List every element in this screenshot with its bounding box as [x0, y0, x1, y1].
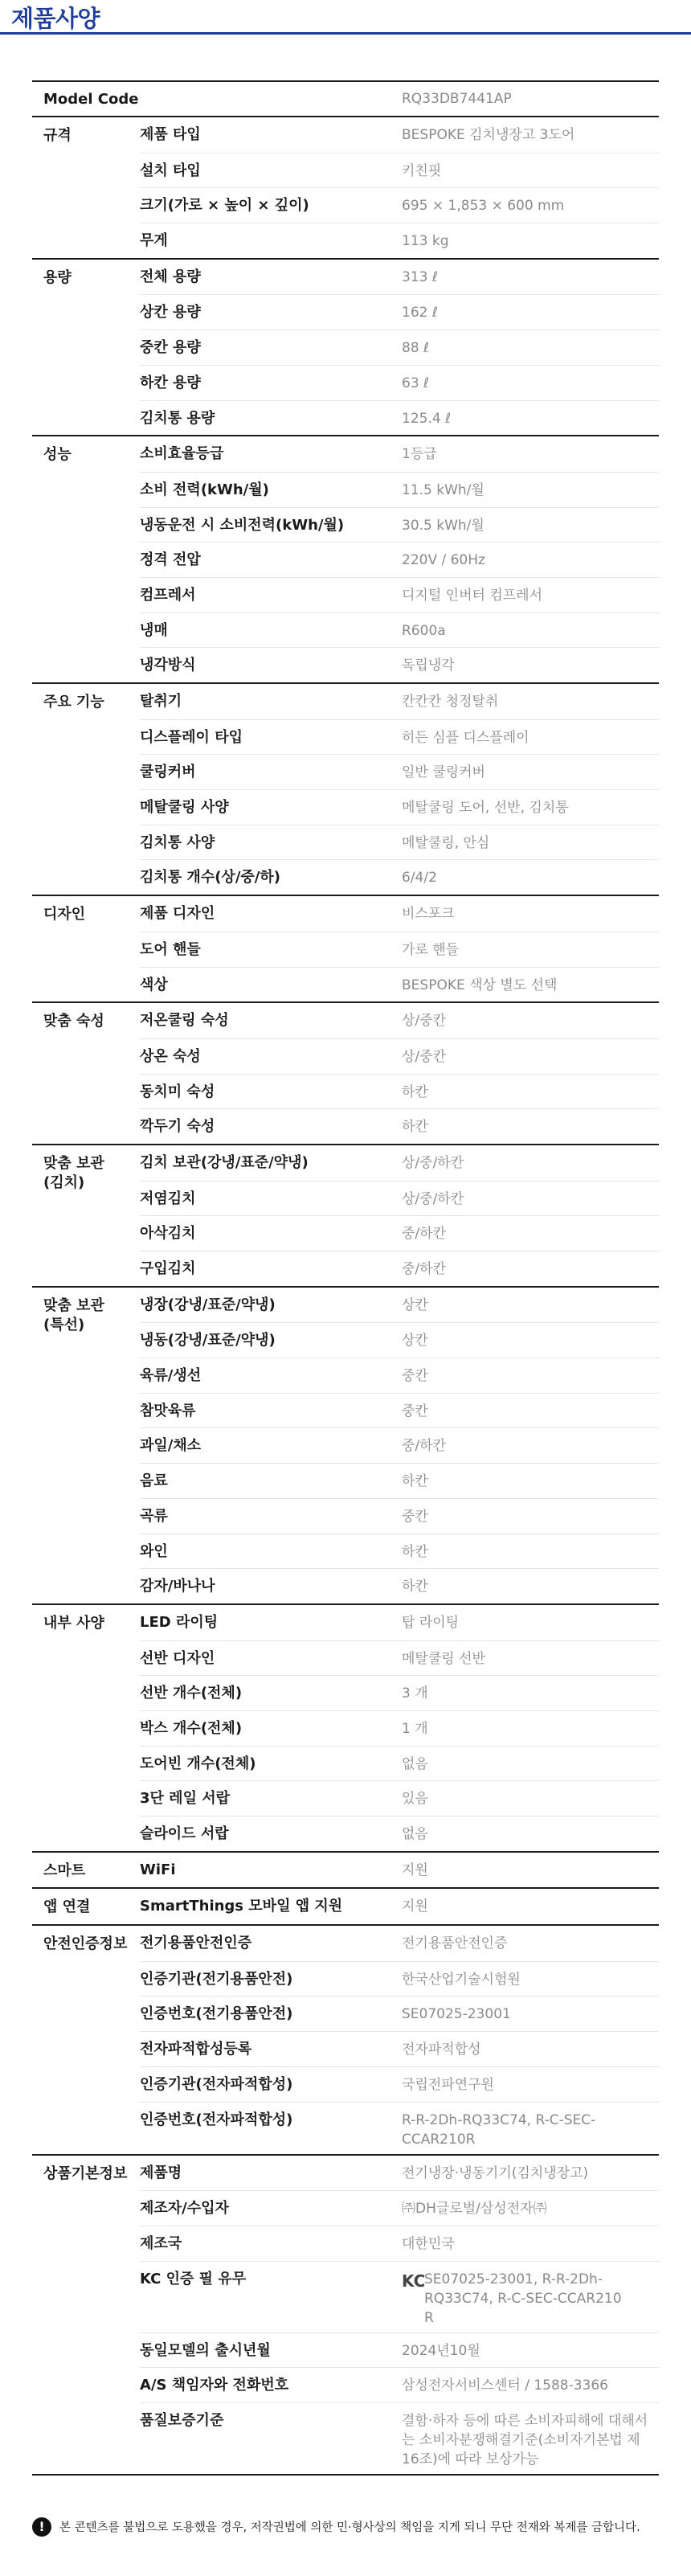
spec-value: 전기냉장·냉동기기(김치냉장고) [402, 2164, 589, 2181]
spec-row [140, 1926, 659, 1961]
kc-cert-numbers: SE07025-23001, R-R-2Dh-RQ33C74, R-C-SEC-CCAR210 [424, 2271, 622, 2307]
spec-row [140, 260, 659, 295]
spec-key: 와인 [140, 1542, 168, 1560]
section-category: 디자인 [43, 906, 86, 924]
spec-value: 국립전파연구원 [402, 2076, 494, 2093]
spec-row [140, 1816, 659, 1851]
section-rows [140, 1003, 659, 1144]
spec-row [140, 507, 659, 543]
section-category: 내부 사양 [43, 1614, 104, 1632]
spec-row [140, 967, 659, 1002]
spec-value: 63 ℓ [402, 375, 430, 391]
spec-section [32, 436, 659, 684]
spec-row [140, 542, 659, 577]
spec-value: 메탈쿨링 도어, 선반, 김치통 [402, 800, 569, 817]
spec-row [140, 1498, 659, 1534]
spec-value: 한국산업기술시험원 [402, 1971, 521, 1988]
spec-key: 인증번호(전자파적합성) [140, 2111, 293, 2128]
spec-row [140, 684, 659, 719]
spec-key: 설치 타입 [140, 162, 201, 179]
section-category: 주요 기능 [43, 694, 104, 711]
section-category: 스마트 [43, 1861, 86, 1879]
section-rows [140, 436, 659, 682]
spec-section [32, 1853, 659, 1890]
spec-key: 냉매 [140, 621, 168, 639]
spec-value: 중칸 [402, 1368, 428, 1385]
spec-value: 지원 [402, 1861, 428, 1878]
spec-value: 30.5 kWh/월 [402, 517, 485, 534]
spec-row [140, 1322, 659, 1358]
section-rows [140, 1926, 659, 2153]
spec-row [140, 187, 659, 223]
spec-key: 선반 개수(전체) [140, 1685, 243, 1702]
section-category: 안전인증정보 [43, 1935, 128, 1953]
spec-row [140, 859, 659, 895]
spec-section [32, 117, 659, 260]
spec-row [140, 330, 659, 365]
spec-section [32, 896, 659, 1003]
spec-value: 상칸 [402, 1296, 428, 1313]
spec-key: 박스 개수(전체) [140, 1719, 243, 1737]
spec-key: 저온쿨링 숙성 [140, 1012, 229, 1030]
spec-key: 상온 숙성 [140, 1047, 201, 1065]
spec-key: 김치 보관(강냉/표준/약냉) [140, 1153, 309, 1171]
spec-key: 참맛육류 [140, 1402, 196, 1419]
spec-value: 키친핏 [402, 162, 442, 179]
spec-value: 없음 [402, 1826, 428, 1842]
spec-value: 없음 [402, 1755, 428, 1772]
copyright-notice [32, 2517, 691, 2537]
spec-value: 중/하칸 [402, 1226, 446, 1243]
spec-key: 상칸 용량 [140, 304, 201, 321]
spec-section [32, 1889, 659, 1926]
spec-value: SE07025-23001 [402, 2006, 511, 2023]
spec-row [140, 1003, 659, 1038]
spec-key: 3단 레일 서랍 [140, 1790, 230, 1808]
spec-key: 제품 타입 [140, 126, 201, 143]
spec-key: 제조국 [140, 2234, 182, 2252]
spec-value: 상/중칸 [402, 1013, 446, 1030]
spec-section [32, 1605, 659, 1853]
spec-value: 삼성전자서비스센터 / 1588-3366 [402, 2377, 608, 2394]
spec-key: 크기(가로 × 높이 × 깊이) [140, 197, 309, 215]
spec-row [140, 1427, 659, 1463]
spec-key: 냉동(강냉/표준/약냉) [140, 1332, 276, 1349]
section-category: 맞춤 보관 (특선) [43, 1296, 104, 1333]
section-rows [140, 117, 659, 258]
spec-value: 125.4 ℓ [402, 410, 452, 427]
spec-key: 제조자/수입자 [140, 2200, 229, 2218]
title-bar [0, 0, 691, 35]
spec-key: 선반 디자인 [140, 1649, 215, 1667]
spec-key: 정격 전압 [140, 551, 201, 569]
spec-row [140, 2402, 659, 2474]
spec-key: 전기용품안전인증 [140, 1935, 252, 1952]
section-category: 규격 [43, 127, 72, 144]
spec-row [140, 647, 659, 682]
spec-row [140, 2367, 659, 2402]
spec-value: 하칸 [402, 1543, 428, 1560]
spec-row [140, 1534, 659, 1569]
spec-value: 162 ℓ [402, 305, 438, 321]
spec-section [32, 1288, 659, 1605]
spec-value: 있음 [402, 1791, 428, 1808]
spec-value: 가로 핸들 [402, 941, 460, 958]
section-category: 앱 연결 [43, 1898, 91, 1916]
spec-row [140, 577, 659, 612]
spec-value [402, 2262, 659, 2332]
spec-key: 메탈쿨링 사양 [140, 799, 229, 817]
spec-row [140, 932, 659, 967]
spec-key: 곡류 [140, 1507, 168, 1525]
section-rows [140, 2156, 659, 2474]
spec-value: 2024년10월 [402, 2342, 480, 2359]
spec-value: 전자파적합성 [402, 2042, 481, 2058]
spec-section [32, 684, 659, 896]
spec-value: 지원 [402, 1898, 428, 1915]
spec-value: 11.5 kWh/월 [402, 481, 485, 498]
spec-key: 도어 핸들 [140, 940, 201, 958]
spec-key: 냉각방식 [140, 657, 196, 674]
spec-value: BESPOKE 색상 별도 선택 [402, 977, 558, 993]
spec-key: 소비효율등급 [140, 445, 224, 463]
spec-row [140, 2226, 659, 2261]
spec-value: 비스포크 [402, 906, 455, 923]
spec-row [140, 436, 659, 472]
spec-row [140, 223, 659, 258]
kc-mark-icon: KC [402, 2271, 426, 2291]
spec-row [140, 365, 659, 400]
spec-row [140, 1640, 659, 1676]
spec-row [140, 117, 659, 153]
spec-section [32, 2156, 659, 2476]
spec-key: 동일모델의 출시년월 [140, 2341, 271, 2359]
spec-row [140, 1251, 659, 1286]
spec-key: 음료 [140, 1472, 168, 1490]
spec-key: 색상 [140, 976, 168, 993]
spec-key: 인증기관(전자파적합성) [140, 2075, 293, 2093]
spec-row [140, 1746, 659, 1781]
spec-key: 인증번호(전기용품안전) [140, 2005, 293, 2023]
spec-row [140, 754, 659, 789]
spec-value: R600a [402, 622, 446, 639]
spec-row [140, 1074, 659, 1109]
model-code-label: Model Code [43, 91, 139, 108]
spec-key: 과일/채소 [140, 1437, 202, 1455]
section-category: 용량 [43, 268, 72, 286]
spec-value: 일반 쿨링커버 [402, 764, 485, 781]
spec-row [140, 1393, 659, 1428]
spec-value: 하칸 [402, 1579, 428, 1595]
kc-cert-numbers-cont: R [424, 2309, 434, 2326]
section-rows [140, 1889, 659, 1924]
spec-row [140, 1181, 659, 1216]
spec-key: 쿨링커버 [140, 764, 196, 781]
spec-key: 구입김치 [140, 1260, 196, 1277]
spec-value: 독립냉각 [402, 657, 455, 674]
spec-row [140, 1605, 659, 1640]
spec-value: 1 개 [402, 1720, 428, 1737]
spec-value: 상/중칸 [402, 1048, 446, 1065]
spec-value: 313 ℓ [402, 268, 438, 285]
spec-row [140, 1710, 659, 1746]
section-category: 성능 [43, 446, 72, 464]
spec-value: 3 개 [402, 1685, 428, 1702]
spec-key: 저염김치 [140, 1190, 196, 1207]
spec-value: 1등급 [402, 446, 437, 463]
spec-row [140, 719, 659, 755]
spec-row [140, 1675, 659, 1710]
spec-key: LED 라이팅 [140, 1613, 219, 1631]
section-category: 맞춤 보관 (김치) [43, 1154, 104, 1191]
spec-key: 아삭김치 [140, 1225, 196, 1243]
spec-value: 결함·하자 등에 따른 소비자피해에 대해서는 소비자분쟁해결기준(소비자기본법 제16조)에 따라 보상가능 [402, 2412, 648, 2467]
spec-row [140, 789, 659, 825]
spec-row [140, 1961, 659, 1997]
spec-row [140, 2332, 659, 2368]
spec-row [140, 1853, 659, 1888]
section-rows [140, 1853, 659, 1888]
spec-key: 전체 용량 [140, 268, 201, 285]
spec-key: 감자/바나나 [140, 1578, 215, 1595]
spec-value: 113 kg [402, 233, 449, 250]
spec-key: 냉장(강냉/표준/약냉) [140, 1296, 276, 1313]
section-rows [140, 260, 659, 435]
spec-key: 제품 디자인 [140, 905, 215, 923]
spec-value: 히든 심플 디스플레이 [402, 729, 529, 746]
spec-row [140, 2102, 659, 2154]
spec-key: 제품명 [140, 2164, 182, 2181]
model-code-row [32, 82, 659, 117]
spec-value: 대한민국 [402, 2235, 455, 2252]
spec-key: 인증기관(전기용품안전) [140, 1970, 293, 1988]
spec-key: 디스플레이 타입 [140, 728, 243, 746]
spec-key: 도어빈 개수(전체) [140, 1755, 256, 1772]
spec-key: 컴프레서 [140, 586, 196, 604]
spec-row [140, 1780, 659, 1816]
spec-row [140, 1145, 659, 1181]
spec-value: BESPOKE 김치냉장고 3도어 [402, 127, 575, 143]
spec-key: 하칸 용량 [140, 374, 201, 391]
spec-section [32, 260, 659, 436]
spec-value: 하칸 [402, 1473, 428, 1490]
spec-key: SmartThings 모바일 앱 지원 [140, 1898, 343, 1915]
spec-value: 상/중/하칸 [402, 1190, 464, 1207]
section-category: 맞춤 숙성 [43, 1013, 104, 1030]
spec-key: 동치미 숙성 [140, 1083, 215, 1100]
spec-value: 메탈쿨링, 안심 [402, 834, 490, 851]
spec-value: 중칸 [402, 1508, 428, 1525]
spec-value: 695 × 1,853 × 600 mm [402, 198, 565, 215]
spec-value: 상칸 [402, 1333, 428, 1349]
spec-row [140, 825, 659, 860]
spec-value: 220V / 60Hz [402, 552, 485, 569]
section-rows [140, 1145, 659, 1286]
spec-row [140, 1463, 659, 1498]
spec-row [140, 1108, 659, 1144]
page-title: 제품사양 [11, 5, 100, 32]
spec-row [140, 2190, 659, 2226]
section-rows [140, 896, 659, 1001]
spec-value: 전기용품안전인증 [402, 1935, 508, 1952]
spec-section [32, 1145, 659, 1288]
spec-key: 소비 전력(kWh/월) [140, 481, 269, 498]
spec-key: 육류/생선 [140, 1367, 202, 1385]
spec-key: 냉동운전 시 소비전력(kWh/월) [140, 516, 345, 534]
spec-row [140, 1038, 659, 1074]
spec-row [140, 1215, 659, 1251]
section-rows [140, 1605, 659, 1851]
alert-icon: ! [32, 2517, 51, 2537]
spec-key: 중칸 용량 [140, 339, 201, 357]
spec-key: 김치통 사양 [140, 833, 215, 851]
spec-row [140, 2261, 659, 2332]
section-rows [140, 1288, 659, 1603]
spec-key: 깍두기 숙성 [140, 1118, 215, 1136]
copyright-notice-text: 본 콘텐츠를 불법으로 도용했을 경우, 저작권법에 의한 민·형사상의 책임을 지게 되니 무단 전재와 복제를 금합니다. [59, 2521, 640, 2535]
spec-value: 6/4/2 [402, 870, 437, 887]
spec-key: 김치통 개수(상/중/하) [140, 869, 280, 887]
spec-key: WiFi [140, 1861, 176, 1878]
spec-row [140, 400, 659, 436]
section-category: 상품기본정보 [43, 2164, 128, 2182]
spec-key: 슬라이드 서랍 [140, 1825, 229, 1842]
spec-section [32, 1003, 659, 1145]
section-rows [140, 684, 659, 895]
spec-value: 88 ℓ [402, 340, 430, 357]
spec-section [32, 1926, 659, 2155]
spec-row [140, 1568, 659, 1603]
spec-value: 상/중/하칸 [402, 1154, 464, 1171]
spec-value: 하칸 [402, 1119, 428, 1136]
spec-row [140, 1889, 659, 1924]
spec-row [140, 294, 659, 330]
spec-value: 메탈쿨링 선반 [402, 1650, 485, 1667]
spec-value: 칸칸칸 청정탈취 [402, 694, 499, 710]
spec-key: 김치통 용량 [140, 409, 215, 427]
spec-row [140, 612, 659, 648]
spec-row [140, 153, 659, 188]
spec-row [140, 2156, 659, 2191]
spec-row [140, 2066, 659, 2102]
spec-value: 디지털 인버터 컴프레서 [402, 587, 543, 604]
spec-value: 하칸 [402, 1083, 428, 1100]
spec-value: ㈜DH글로벌/삼성전자㈜ [402, 2201, 547, 2218]
spec-row [140, 1358, 659, 1393]
spec-key: 탈취기 [140, 693, 182, 710]
spec-row [140, 472, 659, 507]
spec-value: 중/하칸 [402, 1438, 446, 1455]
spec-value: 중/하칸 [402, 1261, 446, 1277]
spec-row [140, 1288, 659, 1323]
title-divider [0, 32, 691, 35]
spec-row [140, 1996, 659, 2031]
spec-row [140, 896, 659, 932]
spec-key: 품질보증기준 [140, 2411, 224, 2429]
spec-key: 무게 [140, 232, 168, 250]
spec-value: 중칸 [402, 1403, 428, 1419]
spec-key: A/S 책임자와 전화번호 [140, 2377, 289, 2394]
kc-line [402, 2270, 651, 2308]
spec-value: 탑 라이팅 [402, 1614, 460, 1631]
spec-row [140, 2031, 659, 2066]
spec-table [32, 80, 659, 2476]
model-code-value: RQ33DB7441AP [402, 91, 512, 107]
spec-value: R-R-2Dh-RQ33C74, R-C-SEC-CCAR210R [402, 2111, 596, 2148]
spec-key: KC 인증 필 유무 [140, 2270, 247, 2287]
spec-key: 전자파적합성등록 [140, 2041, 252, 2058]
